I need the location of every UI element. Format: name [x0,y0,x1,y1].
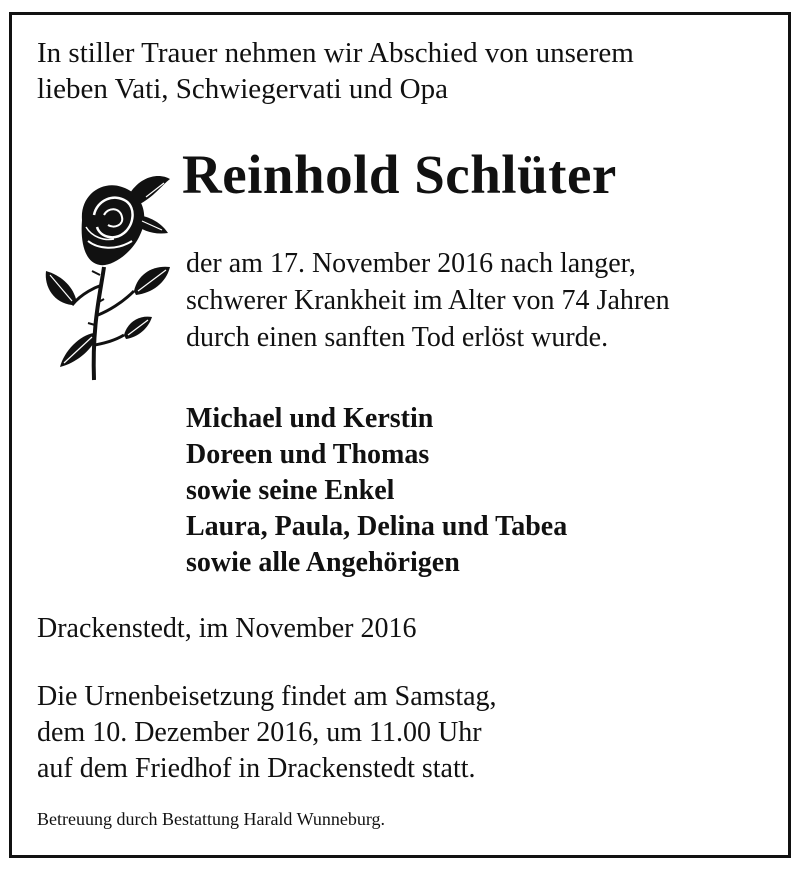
mourner-line: Doreen und Thomas [186,439,430,470]
funeral-info [37,679,497,787]
intro-line: In stiller Trauer nehmen wir Abschied von unserem [37,37,634,69]
death-notice-line: durch einen sanften Tod erlöst wurde. [186,322,609,353]
deceased-name: Reinhold Schlüter [182,144,617,205]
rose-icon [42,175,172,385]
mourner-line: Laura, Paula, Delina und Tabea [186,511,568,542]
obituary-notice [9,12,791,858]
care-note: Betreuung durch Bestattung Harald Wunneburg. [37,809,386,829]
place-date: Drackenstedt, im November 2016 [37,613,417,644]
death-notice-line: der am 17. November 2016 nach langer, [186,248,636,279]
funeral-info-line: Die Urnenbeisetzung findet am Samstag, [37,681,497,712]
intro-text [37,35,634,107]
intro-line: lieben Vati, Schwiegervati und Opa [37,73,448,105]
mourner-line: sowie alle Angehörigen [186,547,460,578]
mourner-line: sowie seine Enkel [186,475,395,506]
death-notice [186,245,670,356]
mourners-list [186,401,567,581]
mourner-line: Michael und Kerstin [186,403,434,434]
funeral-info-line: dem 10. Dezember 2016, um 11.00 Uhr [37,717,482,748]
funeral-info-line: auf dem Friedhof in Drackenstedt statt. [37,753,476,784]
death-notice-line: schwerer Krankheit im Alter von 74 Jahren [186,285,670,316]
